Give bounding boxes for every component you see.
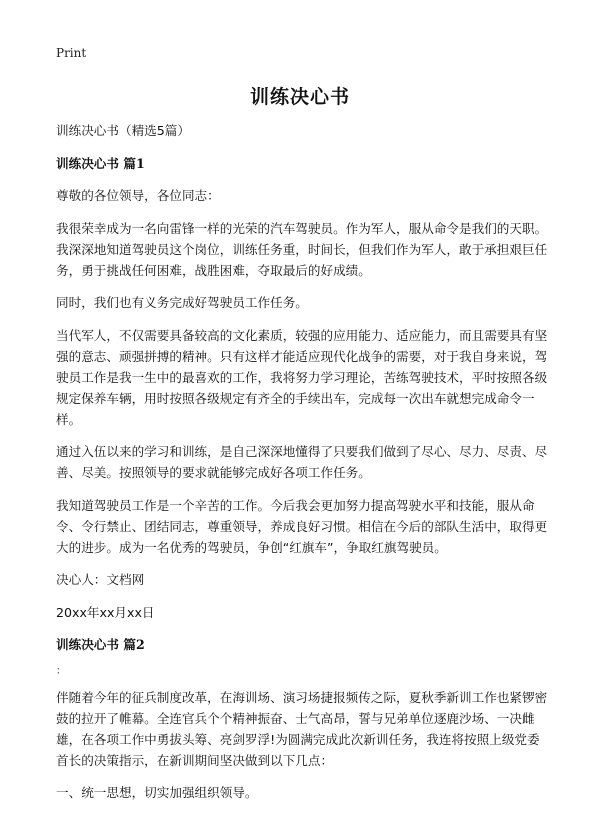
print-label: Print [56, 46, 87, 60]
signature-line: 决心人：文档网 [56, 572, 145, 587]
paragraph: 同时，我们也有义务完成好驾驶员工作任务。 [56, 295, 308, 310]
intro-line: 训练决心书（精选5篇） [56, 123, 190, 138]
colon-mark: ： [56, 665, 66, 677]
paragraph: 我很荣幸成为一名向雷锋一样的光荣的汽车驾驶员。作为军人，服从命令是我们的天职。我深深地知道驾驶员这个岗位，训练任务重，时间长，但我们作为军人，敢于承担艰巨任务，勇于挑战任何困难，战胜困难，夺取最后的好成绩。 [56, 220, 548, 278]
paragraph: 尊敬的各位领导，各位同志： [56, 188, 220, 203]
paragraph: 通过入伍以来的学习和训练，是自己深深地懂得了只要我们做到了尽心、尽力、尽责、尽善、尽美。按照领导的要求就能够完成好各项工作任务。 [56, 444, 548, 480]
section-heading: 训练决心书 篇1 [56, 155, 145, 171]
paragraph: 我知道驾驶员工作是一个辛苦的工作。今后我会更加努力提高驾驶水平和技能，服从命令、令行禁止、团结同志，尊重领导，养成良好习惯。相信在今后的部队生活中，取得更大的进步。成为一名优秀的驾驶员，争创“红旗车”，争取红旗驾驶员。 [56, 497, 548, 555]
section-heading: 训练决心书 篇2 [56, 637, 145, 652]
document-body [56, 120, 548, 815]
document-title: 训练决心书 [249, 86, 350, 108]
paragraph: 一、统一思想，切实加强组织领导。 [56, 785, 258, 800]
paragraph: 当代军人，不仅需要具备较高的文化素质，较强的应用能力、适应能力，而且需要具有坚强的意志、顽强拼搏的精神。只有这样才能适应现代化战争的需要，对于我自身来说，驾驶员工作是我一生中的最喜欢的工作，我将努力学习理论，苦练驾驶技术，平时按照各级规定保养车辆，用时按照各级规定有齐全的手续出车，完成每一次出车就想完成命令一样。 [56, 327, 548, 427]
paragraph: 伴随着今年的征兵制度改革，在海训场、演习场捷报频传之际，夏秋季新训工作也紧锣密鼓的拉开了帷幕。全连官兵个个精神振奋、士气高昂，誓与兄弟单位逐鹿沙场、一决雌雄，在各项工作中勇拔头筹、亮剑罗浮!为圆满完成此次新训任务，我连将按照上级党委首长的决策指示，在新训期间坚决做到以下几点： [56, 689, 548, 768]
date-line: 20xx年xx月xx日 [56, 604, 155, 620]
